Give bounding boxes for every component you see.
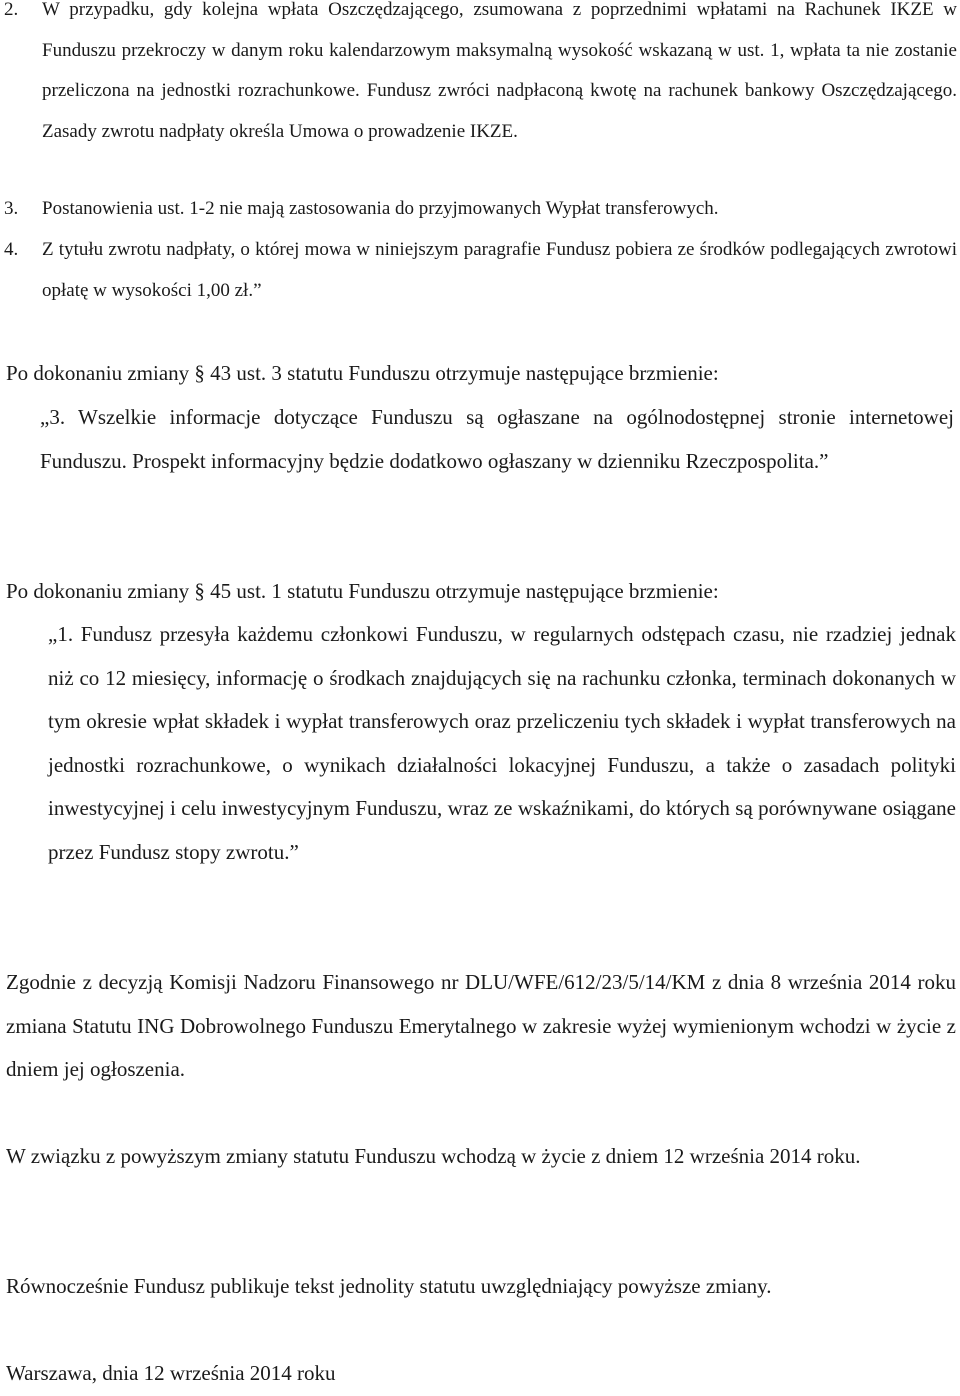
list-item-text: Z tytułu zwrotu nadpłaty, o której mowa w niniejszym paragrafie Fundusz pobiera ze środków podlegających zwrotowi opłatę w wysokości 1,00 zł.”	[42, 239, 957, 301]
change-1-intro: Po dokonaniu zmiany § 43 ust. 3 statutu Funduszu otrzymuje następujące brzmienie:	[6, 361, 719, 385]
effective-date-paragraph: W związku z powyższym zmiany statutu Funduszu wchodzą w życie z dniem 12 września 2014 roku.	[6, 1144, 861, 1168]
change-1-quote: „3. Wszelkie informacje dotyczące Funduszu są ogłaszane na ogólnodostępnej stronie internetowej Funduszu. Prospekt informacyjny będzie dodatkowo ogłaszany w dzienniku Rzeczpospolita.”	[40, 405, 954, 473]
change-2-intro: Po dokonaniu zmiany § 45 ust. 1 statutu Funduszu otrzymuje następujące brzmienie:	[6, 579, 719, 603]
decision-paragraph: Zgodnie z decyzją Komisji Nadzoru Finansowego nr DLU/WFE/612/23/5/14/KM z dnia 8 września 2014 roku zmiana Statutu ING Dobrowolnego Funduszu Emerytalnego w zakresie wyżej wymienionym wchodzi w życie z dniem jej ogłoszenia.	[6, 970, 956, 1081]
list-item-number: 3.	[4, 198, 19, 219]
place-and-date: Warszawa, dnia 12 września 2014 roku	[6, 1361, 336, 1385]
list-item-number: 4.	[4, 239, 19, 260]
list-item-text: Postanowienia ust. 1-2 nie mają zastosowania do przyjmowanych Wypłat transferowych.	[42, 198, 719, 219]
list-item-4	[4, 230, 957, 311]
list-item-2	[4, 0, 957, 152]
list-item-text: W przypadku, gdy kolejna wpłata Oszczędzającego, zsumowana z poprzednimi wpłatami na Rachunek IKZE w Funduszu przekroczy w danym roku kalendarzowym maksymalną wysokość wskazaną w ust. 1, wpłata ta nie zostanie przeliczona na jednostki rozrachunkowe. Fundusz zwróci nadpłaconą kwotę na rachunek bankowy Oszczędzającego. Zasady zwrotu nadpłaty określa Umowa o prowadzenie IKZE.	[42, 0, 957, 142]
change-2-quote: „1. Fundusz przesyła każdemu członkowi Funduszu, w regularnych odstępach czasu, nie rzadziej jednak niż co 12 miesięcy, informację o środkach znajdujących się na rachunku członka, terminach dokonanych w tym okresie wpłat składek i wypłat transferowych oraz przeliczeniu tych składek i wypłat transferowych na jednostki rozrachunkowe, o wynikach działalności lokacyjnej Funduszu, a także o zasadach polityki inwestycyjnej i celu inwestycyjnym Funduszu, wraz ze wskaźnikami, do których są porównywane osiągane przez Fundusz stopy zwrotu.”	[48, 622, 956, 864]
unified-text-paragraph: Równocześnie Fundusz publikuje tekst jednolity statutu uwzględniający powyższe zmiany.	[6, 1274, 772, 1298]
list-item-number: 2.	[4, 0, 19, 20]
list-item-3	[4, 189, 957, 230]
